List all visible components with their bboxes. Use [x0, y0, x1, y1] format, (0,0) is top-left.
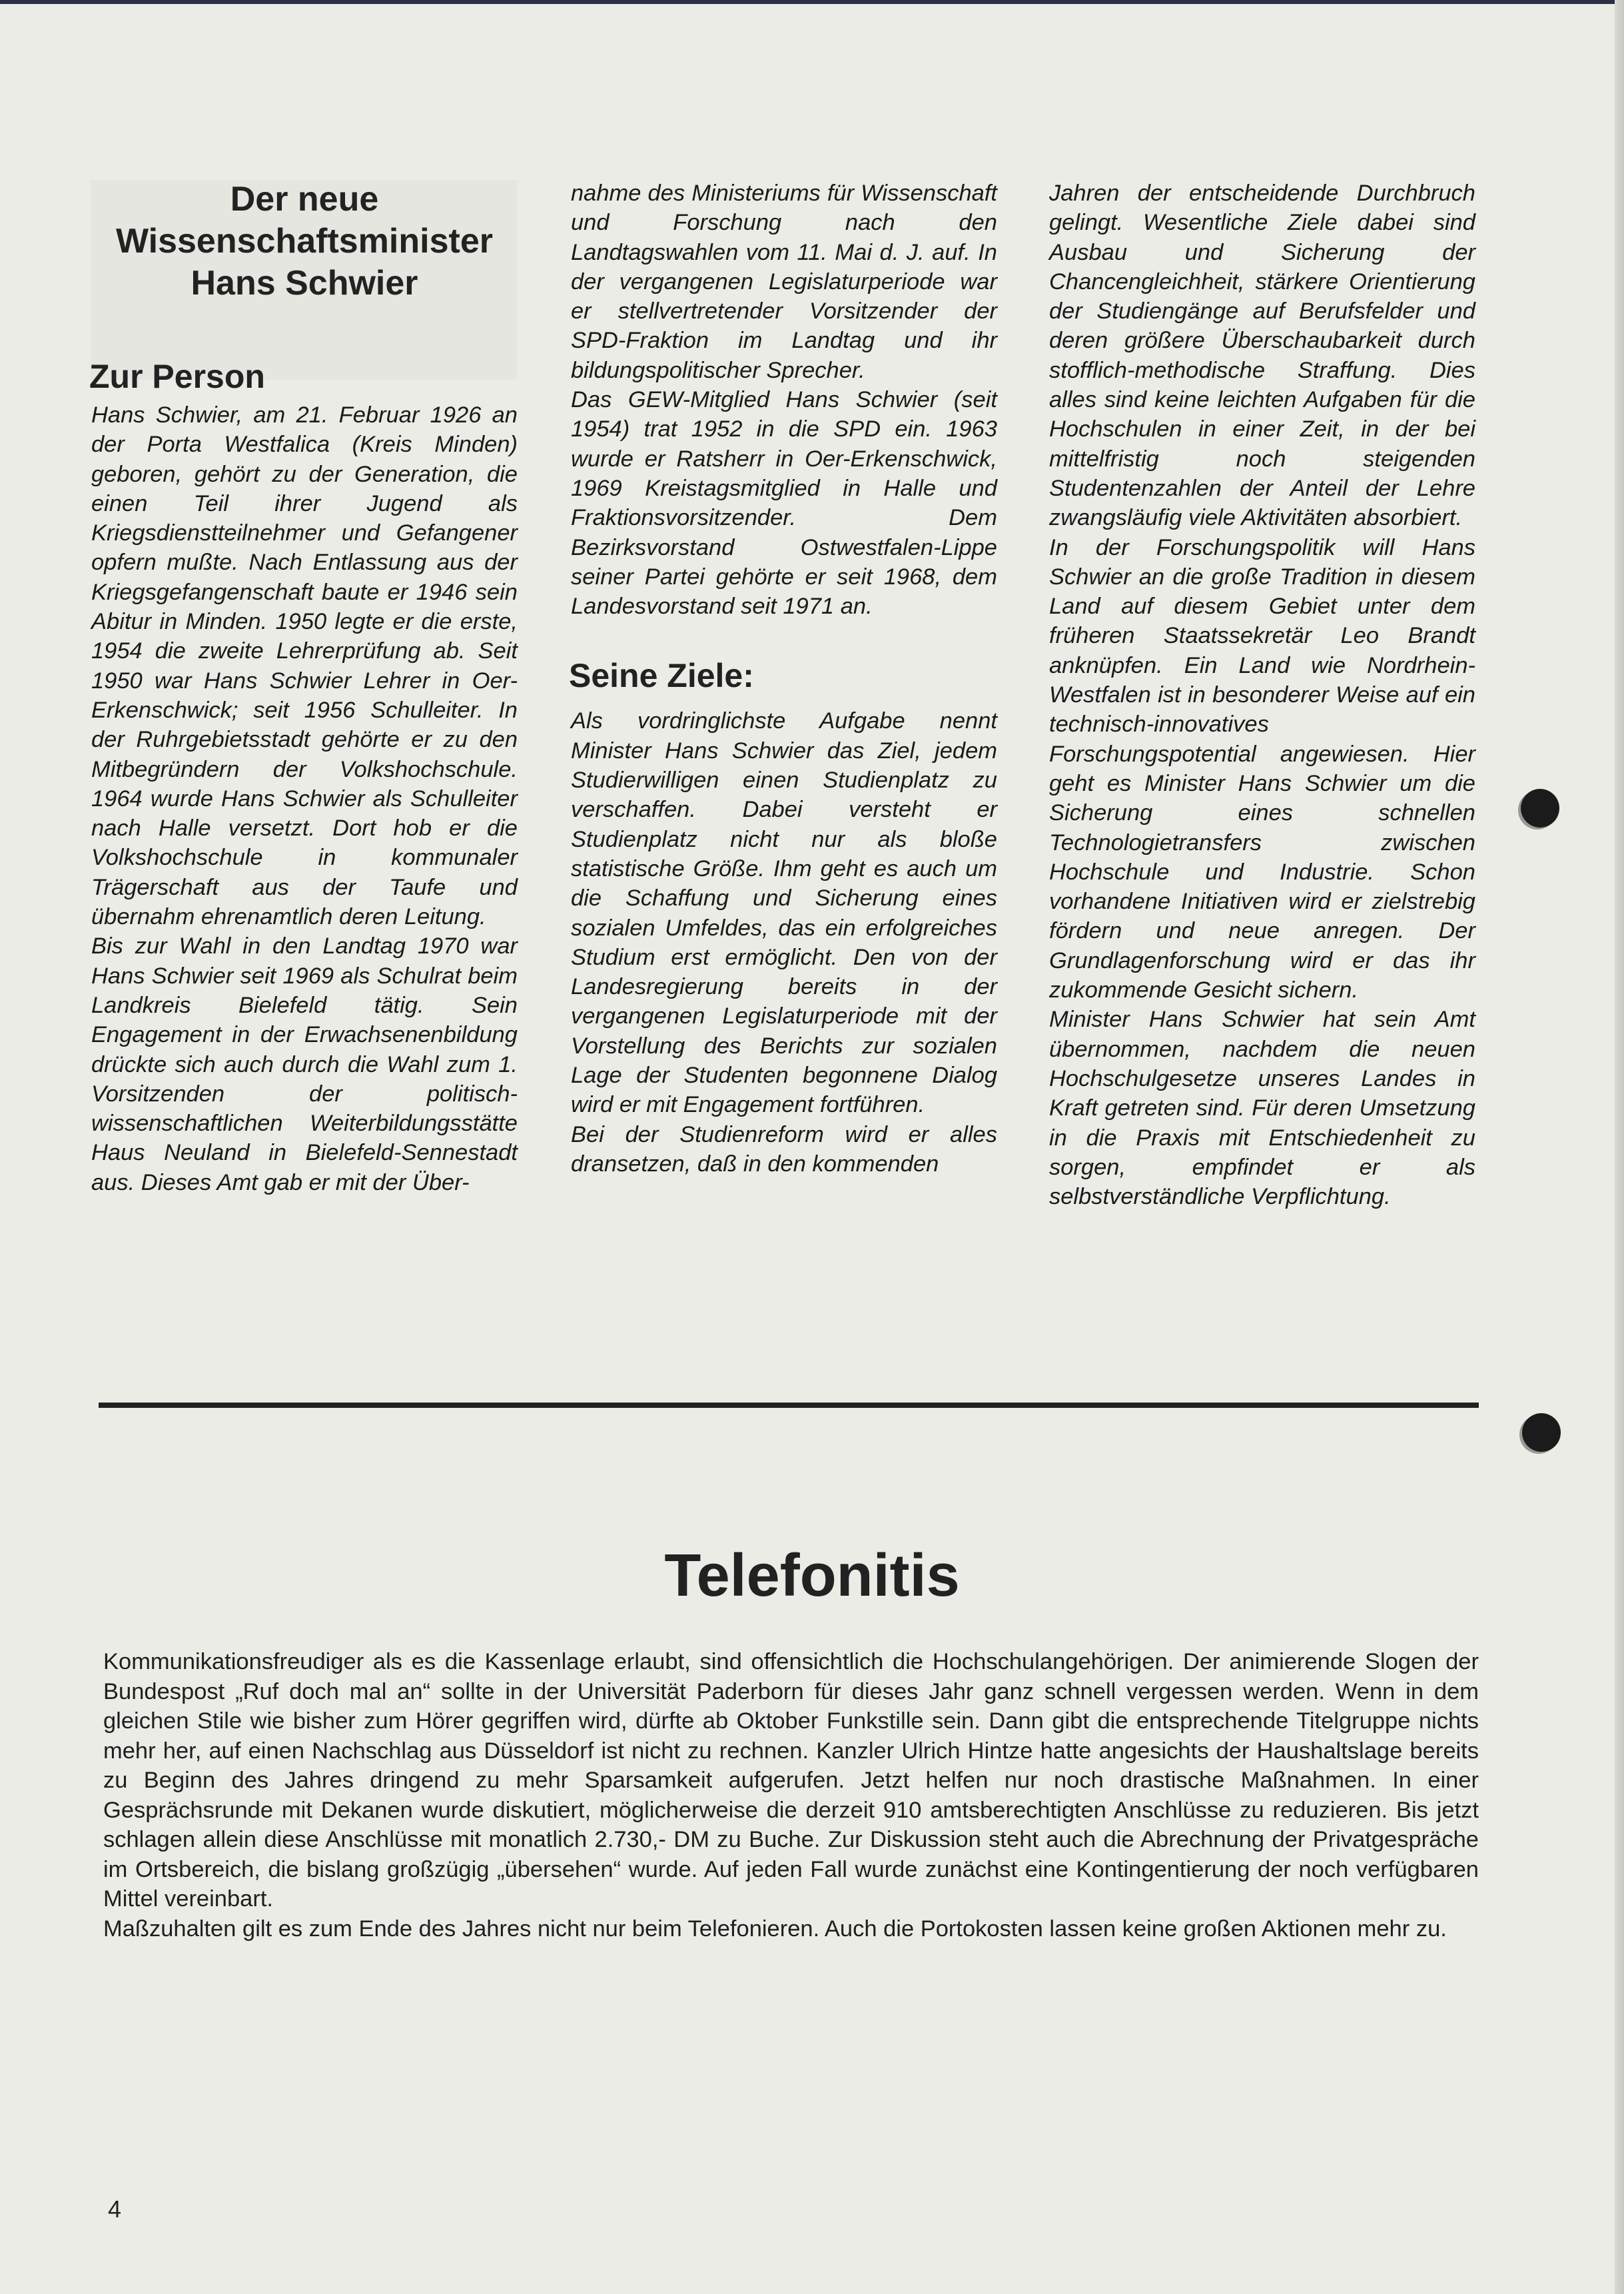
col1-paragraph-2: Bis zur Wahl in den Landtag 1970 war Hans Schwier seit 1969 als Schulrat beim Landkreis Bielefeld tätig. Sein Engagement in der Erwachsenenbildung drückte sich auch durch die Wahl zum 1. Vorsitzenden der politisch-wissenschaftlichen Weiterbildungsstätte Haus Neuland in Bielefeld-Sennestadt aus. Dieses Amt gab er mit der Über- [91, 933, 518, 1195]
profile-title-line-2: Wissenschaftsminister [116, 222, 493, 261]
section-heading-zur-person: Zur Person [89, 358, 265, 395]
col2-paragraph-2: Das GEW-Mitglied Hans Schwier (seit 1954) trat 1952 in die SPD ein. 1963 wurde er Ratsherr in Oer-Erkenschwick, 1969 Kreistagsmitglied in Halle und Fraktionsvorsitzender. Dem Bezirksvorstand Ostwestfalen-Lippe seiner Partei gehörte er seit 1968, dem Landesvorstand seit 1971 an. [571, 387, 997, 620]
article-paragraph-2: Maßzuhalten gilt es zum Ende des Jahres nicht nur beim Telefonieren. Auch die Portokosten lassen keine großen Aktionen mehr zu. [103, 1916, 1447, 1942]
profile-title-line-3: Hans Schwier [191, 264, 418, 302]
article-body [103, 1647, 1479, 1944]
col2-paragraph-3: Als vordringlichste Aufgabe nennt Minister Hans Schwier das Ziel, jedem Studierwilligen einen Studienplatz zu verschaffen. Dabei versteht er Studienplatz nicht nur als bloße statistische Größe. Ihm geht es auch um die Schaffung und Sicherung eines sozialen Umfeldes, das ein erfolgreiches Studium erst ermöglicht. Den von der Landesregierung bereits in der vergangenen Legislaturperiode mit der Vorstellung des Berichts zur sozialen Lage der Studenten begonnene Dialog wird er mit Engagement fortführen. [571, 708, 997, 1118]
col3-paragraph-3: Minister Hans Schwier hat sein Amt übernommen, nachdem die neuen Hochschulgesetze unseres Landes in Kraft getreten sind. Für deren Umsetzung in die Praxis mit Entschiedenheit zu sorgen, empfindet er als selbstverständliche Verpflichtung. [1049, 1007, 1475, 1210]
profile-title-line-1: Der neue [230, 180, 379, 219]
page-number: 4 [108, 2195, 122, 2223]
column-3 [1049, 179, 1475, 1211]
col3-paragraph-2: In der Forschungspolitik will Hans Schwier an die große Tradition in diesem Land auf diesem Gebiet unter dem früheren Staatssekretär Leo Brandt anknüpfen. Ein Land wie Nordrhein-Westfalen ist in besonderer Weise auf ein technisch-innovatives Forschungspotential angewiesen. Hier geht es Minister Hans Schwier um die Sicherung eines schnellen Technologietransfers zwischen Hochschule und Industrie. Schon vorhandene Initiativen wird er zielstrebig fördern und neue anregen. Der Grundlagenforschung wird er das ihr zukommende Gesicht sichern. [1049, 534, 1475, 1003]
article-headline: Telefonitis [664, 1542, 960, 1609]
column-1 [91, 179, 518, 1197]
col1-paragraph-1: Hans Schwier, am 21. Februar 1926 an der Porta Westfalica (Kreis Minden) geboren, gehört zu der Generation, die einen Teil ihrer Jugend als Kriegsdienstteilnehmer und Gefangener opfern mußte. Nach Entlassung aus der Kriegsgefangenschaft baute er 1946 sein Abitur in Minden. 1950 legte er die erste, 1954 die zweite Lehrerprüfung ab. Seit 1950 war Hans Schwier Lehrer in Oer-Erkenschwick; seit 1956 Schulleiter. In der Ruhrgebietsstadt gehörte er zu den Mitbegründern der Volkshochschule. 1964 wurde Hans Schwier als Schulleiter nach Halle versetzt. Dort hob er die Volkshochschule in kommunaler Trägerschaft aus der Taufe und übernahm ehrenamtlich deren Leitung. [91, 402, 518, 930]
section-heading-seine-ziele: Seine Ziele: [569, 657, 754, 695]
col2-paragraph-1: nahme des Ministeriums für Wissenschaft und Forschung nach den Landtagswahlen vom 11. Mai d. J. auf. In der vergangenen Legislaturperiode war er stellvertretender Vorsitzender der SPD-Fraktion im Landtag und ihr bildungspolitischer Sprecher. [571, 181, 997, 383]
col2-paragraph-4: Bei der Studienreform wird er alles dransetzen, daß in den kommenden [571, 1121, 997, 1177]
column-2 [571, 179, 997, 1179]
profile-title [91, 179, 518, 304]
article-paragraph-1: Kommunikationsfreudiger als es die Kassenlage erlaubt, sind offensichtlich die Hochschulangehörigen. Der animierende Slogen der Bundespost „Ruf doch mal an“ sollte in der Universität Paderborn für dieses Jahr ganz schnell vergessen werden. Wenn in dem gleichen Stile wie bisher zum Hörer gegriffen wird, dürfte ab Oktober Funkstille sein. Dann gibt die entsprechende Titelgruppe nichts mehr her, auf einen Nachschlag aus Düsseldorf ist nicht zu rechnen. Kanzler Ulrich Hintze hatte angesichts der Haushaltslage bereits zu Beginn des Jahres dringend zu mehr Sparsamkeit aufgerufen. Jetzt helfen nur noch drastische Maßnahmen. In einer Gesprächsrunde mit Dekanen wurde diskutiert, möglicherweise die derzeit 910 amtsberechtigten Anschlüsse zu reduzieren. Bis jetzt schlagen allein diese Anschlüsse mit monatlich 2.730,- DM zu Buche. Zur Diskussion steht auch die Abrechnung der Privatgespräche im Ortsbereich, die bislang großzügig „übersehen“ wurde. Auf jeden Fall wurde zunächst eine Kontingentierung der noch verfügbaren Mittel vereinbart. [103, 1649, 1479, 1912]
section-divider [99, 1403, 1479, 1408]
top-edge-line [0, 0, 1624, 4]
punch-hole-lower [1522, 1413, 1561, 1452]
paper-edge [1615, 0, 1624, 2294]
col3-paragraph-1: Jahren der entscheidende Durchbruch gelingt. Wesentliche Ziele dabei sind Ausbau und Sicherung der Chancengleichheit, stärkere Orientierung der Studiengänge auf Berufsfelder und deren größere Überschaubarkeit durch stofflich-methodische Straffung. Dies alles sind keine leichten Aufgaben für die Hochschulen in einer Zeit, in der bei mittelfristig noch steigenden Studentenzahlen der Anteil der Lehre zwangsläufig viele Aktivitäten absorbiert. [1049, 181, 1475, 531]
punch-hole-upper [1521, 789, 1559, 828]
